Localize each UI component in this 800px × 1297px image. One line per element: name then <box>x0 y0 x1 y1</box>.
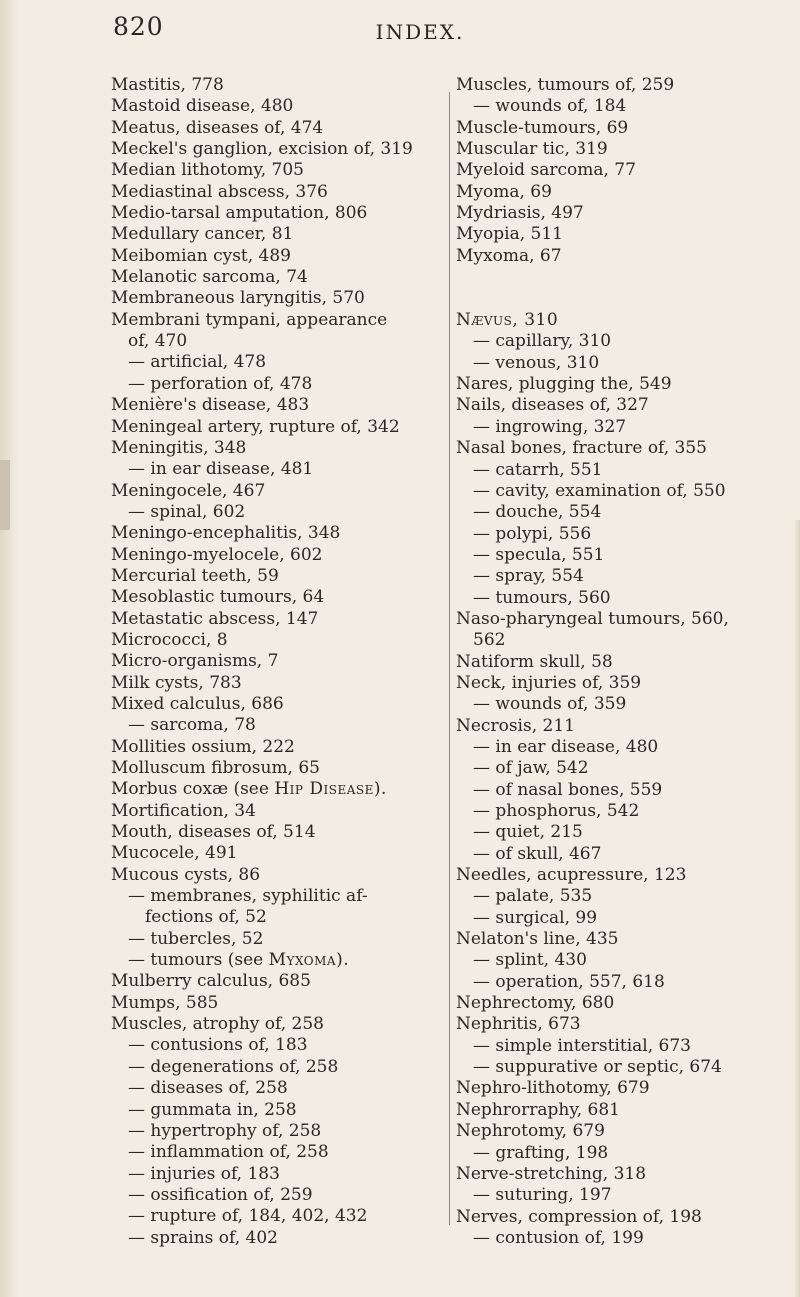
index-entry: Micro-organisms, 7 <box>111 651 279 672</box>
index-subentry: — palate, 535 <box>473 886 593 907</box>
index-entry: Necrosis, 211 <box>456 715 575 736</box>
index-entry-text: — tumours (see <box>128 950 264 971</box>
index-subentry: — rupture of, 184, 402, 432 <box>128 1206 368 1227</box>
index-entry: Meatus, diseases of, 474 <box>111 117 324 138</box>
index-entry: Menière's disease, 483 <box>111 395 310 416</box>
index-subentry: — tumours, 560 <box>473 587 611 608</box>
index-entry: Nephrorraphy, 681 <box>456 1099 620 1120</box>
index-entry-continuation: of, 470 <box>128 331 188 352</box>
index-subentry: — spray, 554 <box>473 566 584 587</box>
index-entry: Mydriasis, 497 <box>456 203 584 224</box>
index-entry: Mucocele, 491 <box>111 843 238 864</box>
index-entry: Micrococci, 8 <box>111 629 228 650</box>
index-entry: Nerve-stretching, 318 <box>456 1163 647 1184</box>
index-entry: Mastitis, 778 <box>111 75 224 95</box>
running-head: INDEX. <box>375 20 465 44</box>
index-entry: Myxoma, 67 <box>456 245 562 266</box>
index-subentry: — spinal, 602 <box>128 501 246 522</box>
index-subentry: — splint, 430 <box>473 950 587 971</box>
index-entry: Mumps, 585 <box>111 992 219 1013</box>
index-entry: Myeloid sarcoma, 77 <box>456 160 636 181</box>
index-entry: Mercurial teeth, 59 <box>111 565 279 586</box>
index-entry: Nævus, 310 <box>456 310 559 331</box>
index-subentry: — diseases of, 258 <box>128 1078 288 1099</box>
index-entry: Muscular tic, 319 <box>456 139 608 160</box>
index-subentry: — specula, 551 <box>473 544 605 565</box>
index-entry: Nephrectomy, 680 <box>456 993 615 1014</box>
index-subentry: — simple interstitial, 673 <box>473 1035 691 1056</box>
index-entry: Mixed calculus, 686 <box>111 693 284 714</box>
index-subentry: — operation, 557, 618 <box>473 971 665 992</box>
index-subentry: — ingrowing, 327 <box>473 416 627 437</box>
index-entry: Needles, acupressure, 123 <box>456 865 687 886</box>
index-subentry: — inflammation of, 258 <box>128 1142 329 1163</box>
index-entry: Meibomian cyst, 489 <box>111 245 292 266</box>
section-gap <box>456 267 796 310</box>
index-entry: Nephrotomy, 679 <box>456 1121 605 1142</box>
index-entry: Medullary cancer, 81 <box>111 224 294 245</box>
index-entry: Milk cysts, 783 <box>111 672 242 693</box>
index-entry: Muscle-tumours, 69 <box>456 117 629 138</box>
right-index-column <box>456 75 796 1249</box>
index-subentry: — douche, 554 <box>473 502 602 523</box>
index-entry: Nerves, compression of, 198 <box>456 1206 702 1227</box>
index-subentry: — gummata in, 258 <box>128 1099 297 1120</box>
index-subentry: — in ear disease, 480 <box>473 736 659 757</box>
index-entry: Mollities ossium, 222 <box>111 736 295 757</box>
index-subentry: — hypertrophy of, 258 <box>128 1120 322 1141</box>
index-subentry: — catarrh, 551 <box>473 459 603 480</box>
index-subentry: — quiet, 215 <box>473 822 583 843</box>
index-subentry: — venous, 310 <box>473 352 600 373</box>
index-entry: Meningitis, 348 <box>111 437 247 458</box>
index-entry-text: Morbus coxæ (see <box>111 779 269 800</box>
index-entry: Mastoid disease, 480 <box>111 96 294 117</box>
index-entry: Melanotic sarcoma, 74 <box>111 267 308 288</box>
index-entry: Myopia, 511 <box>456 224 563 245</box>
index-subentry: — contusions of, 183 <box>128 1035 308 1056</box>
index-entry: Muscles, atrophy of, 258 <box>111 1014 324 1035</box>
index-subentry: — of jaw, 542 <box>473 758 589 779</box>
cross-reference: Hip Disease). <box>274 779 387 800</box>
index-entry-continuation: fections of, 52 <box>145 907 267 928</box>
index-subentry: — ossification of, 259 <box>128 1184 313 1205</box>
index-subentry: — perforation of, 478 <box>128 373 313 394</box>
index-entry: Mediastinal abscess, 376 <box>111 181 328 202</box>
index-entry: Myoma, 69 <box>456 181 552 202</box>
index-entry: Meningo-myelocele, 602 <box>111 544 323 565</box>
index-subentry: — cavity, examination of, 550 <box>473 480 726 501</box>
index-entry: Mouth, diseases of, 514 <box>111 822 316 843</box>
index-subentry: — degenerations of, 258 <box>128 1056 339 1077</box>
index-subentry: — tubercles, 52 <box>128 928 264 949</box>
index-subentry: — suturing, 197 <box>473 1185 612 1206</box>
index-subentry: — sarcoma, 78 <box>128 715 256 736</box>
index-entry: Mortification, 34 <box>111 800 256 821</box>
index-subentry: — sprains of, 402 <box>128 1227 278 1248</box>
index-subentry: — contusion of, 199 <box>473 1227 644 1248</box>
index-entry: Nephritis, 673 <box>456 1014 581 1035</box>
index-subentry: — phosphorus, 542 <box>473 801 640 821</box>
cross-reference: Myxoma). <box>268 950 350 971</box>
index-entry: Nails, diseases of, 327 <box>456 395 649 416</box>
index-entry: Nares, plugging the, 549 <box>456 374 672 395</box>
index-subentry: — of skull, 467 <box>473 843 602 864</box>
index-subentry: — injuries of, 183 <box>128 1163 280 1184</box>
index-entry-continuation: 562 <box>473 630 506 651</box>
index-subentry: — capillary, 310 <box>473 331 612 352</box>
index-entry-with-crossref <box>111 779 471 800</box>
index-entry: Meckel's ganglion, excision of, 319 <box>111 139 413 160</box>
index-entry: Metastatic abscess, 147 <box>111 608 319 629</box>
index-entry: Meningo-encephalitis, 348 <box>111 523 341 544</box>
index-subentry: — membranes, syphilitic af- <box>128 886 368 907</box>
index-entry: Membrani tympani, appearance <box>111 309 388 330</box>
page-number: 820 <box>113 12 164 41</box>
index-subentry: — suppurative or septic, 674 <box>473 1057 722 1078</box>
index-entry: Naso-pharyngeal tumours, 560, <box>456 608 729 629</box>
index-entry: Molluscum fibrosum, 65 <box>111 758 320 778</box>
index-entry: Nelaton's line, 435 <box>456 929 619 950</box>
index-entry: Mucous cysts, 86 <box>111 864 261 885</box>
left-index-column <box>111 75 471 1249</box>
index-subentry: — grafting, 198 <box>473 1142 609 1163</box>
index-entry: Neck, injuries of, 359 <box>456 672 642 693</box>
index-entry: Medio-tarsal amputation, 806 <box>111 203 368 224</box>
index-subentry: — artificial, 478 <box>128 352 267 373</box>
index-entry: Meningocele, 467 <box>111 480 266 501</box>
page-gutter-shadow <box>0 0 18 1297</box>
index-entry: Natiform skull, 58 <box>456 651 613 672</box>
index-entry: Nephro-lithotomy, 679 <box>456 1078 650 1099</box>
index-entry: Meningeal artery, rupture of, 342 <box>111 416 400 437</box>
index-entry: Mulberry calculus, 685 <box>111 971 311 992</box>
index-entry: Membraneous laryngitis, 570 <box>111 288 365 309</box>
index-subentry: — surgical, 99 <box>473 907 598 928</box>
index-subentry: — wounds of, 359 <box>473 694 627 715</box>
index-subentry-with-crossref <box>111 950 471 971</box>
index-subentry: — in ear disease, 481 <box>128 459 314 480</box>
index-subentry: — wounds of, 184 <box>473 96 627 117</box>
index-entry: Muscles, tumours of, 259 <box>456 75 675 95</box>
index-entry: Median lithotomy, 705 <box>111 160 304 181</box>
index-entry: Mesoblastic tumours, 64 <box>111 587 325 608</box>
binding-mark <box>0 460 10 530</box>
index-subentry: — of nasal bones, 559 <box>473 779 663 800</box>
index-subentry: — polypi, 556 <box>473 523 592 544</box>
index-entry: Nasal bones, fracture of, 355 <box>456 438 707 459</box>
